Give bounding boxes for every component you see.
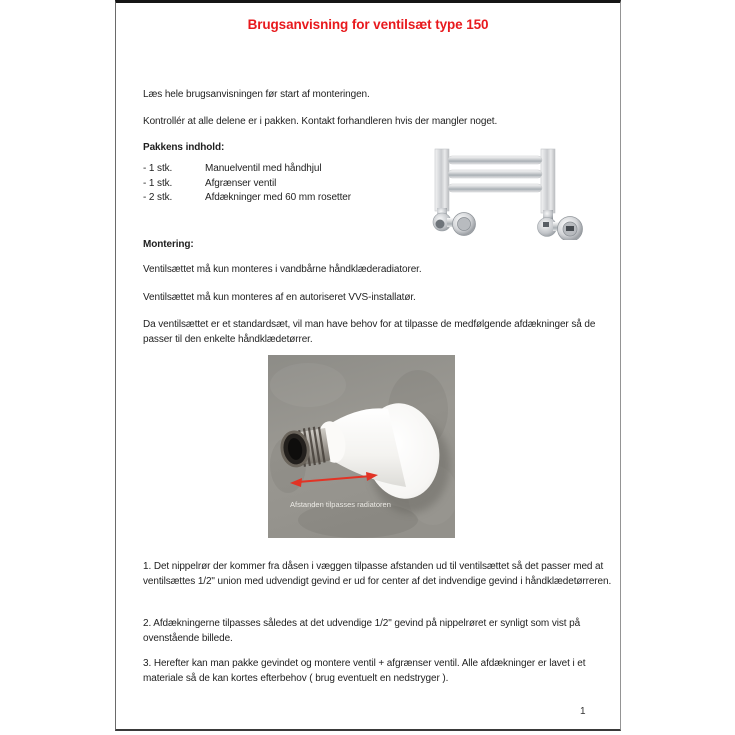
item-description: Afdækninger med 60 mm rosetter — [205, 192, 351, 204]
pipe-cover-photo — [268, 355, 455, 538]
page-title: Brugsanvisning for ventilsæt type 150 — [247, 17, 489, 32]
page-number: 1 — [580, 706, 586, 717]
item-quantity: - 2 stk. — [143, 192, 173, 204]
step-3: 3. Herefter kan man pakke gevindet og montere ventil + afgrænser ventil. Alle afdækninger er lavet i et materiale så de kan kortes efterbehov ( brug eventuelt en nedstryger ). — [143, 658, 586, 684]
photo-caption: Afstanden tilpasses radiatoren — [290, 500, 391, 509]
list-item — [143, 177, 351, 192]
towel-radiator-illustration — [419, 148, 591, 240]
mounting-para-3: Da ventilsættet er et standardsæt, vil man have behov for at tilpasse de medfølgende afdækninger så de passer til den enkelte håndklædetørrer. — [143, 319, 596, 345]
intro-line-1: Læs hele brugsanvisningen før start af monteringen. — [143, 89, 370, 100]
mounting-para-1: Ventilsættet må kun monteres i vandbårne håndklæderadiatorer. — [143, 264, 422, 275]
mounting-para-2: Ventilsættet må kun monteres af en autoriseret VVS-installatør. — [143, 292, 416, 303]
document-page — [115, 0, 621, 731]
item-description: Afgrænser ventil — [205, 177, 277, 189]
mounting-heading: Montering: — [143, 239, 194, 250]
list-item — [143, 162, 351, 177]
intro-line-2: Kontrollér at alle delene er i pakken. Kontakt forhandleren hvis der mangler noget. — [143, 116, 498, 127]
item-quantity: - 1 stk. — [143, 163, 173, 174]
contents-list — [143, 162, 351, 206]
item-description: Manuelventil med håndhjul — [205, 163, 322, 174]
list-item — [143, 191, 351, 206]
item-quantity: - 1 stk. — [143, 177, 173, 189]
step-2: 2. Afdækningerne tilpasses således at det udvendige 1/2" gevind på nippelrøret er synligt som vist på ovenstående billede. — [143, 618, 581, 644]
contents-heading: Pakkens indhold: — [143, 142, 225, 153]
step-1: 1. Det nippelrør der kommer fra dåsen i væggen tilpasse afstanden ud til ventilsættet så det passer med at ventilsættes 1/2" union med udvendigt gevind er ud for center af det indvendige gevind i håndklædetørreren. — [143, 561, 612, 587]
pipe-cover-illustration — [268, 355, 455, 538]
towel-radiator-photo — [419, 148, 591, 240]
